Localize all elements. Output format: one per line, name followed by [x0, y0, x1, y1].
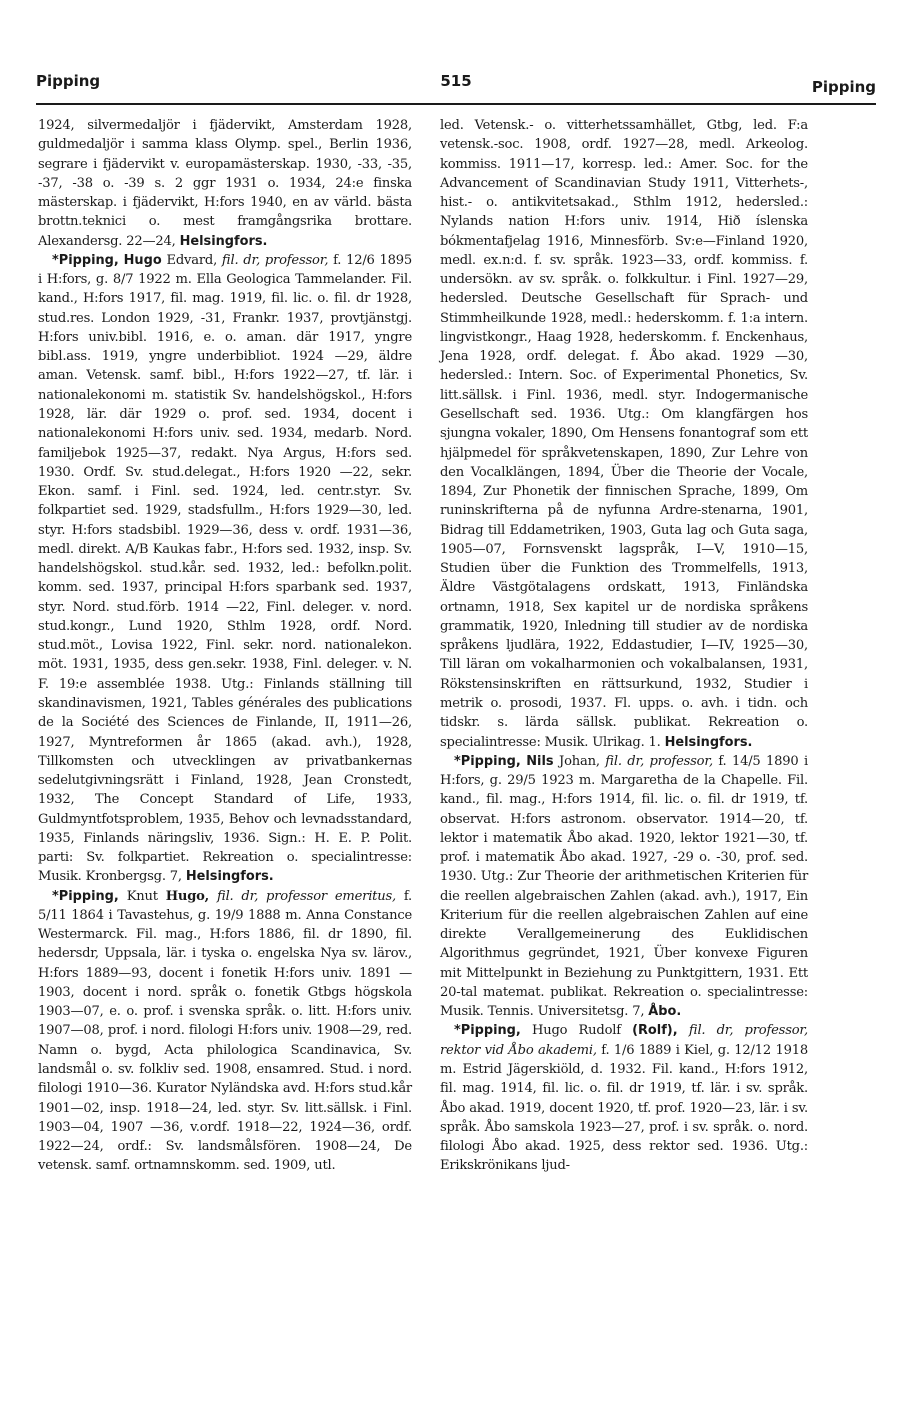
header-left-name: Pipping: [36, 72, 101, 90]
entry-continuation: [38, 116, 412, 251]
entry-surname: Pipping,: [460, 753, 521, 769]
header-right-name: Pipping: [811, 78, 876, 96]
entry-given: Edvard,: [166, 252, 218, 268]
entry-marker: *: [454, 753, 461, 769]
entry-marker: *: [454, 1023, 461, 1039]
entry-place: Helsingfors.: [185, 869, 274, 885]
entry-given: Hugo Rudolf: [532, 1023, 621, 1039]
entry-text: f. 5/11 1864 i Tavastehus, g. 19/9 1888 m. Anna Constance Westermarck. Fil. mag., H:fors 1886, fil. dr 1890, fil. hedersdr, Uppsala, lär. i tyska o. engelska Nya sv. lärov., H:fors 1889—93, docent i fonetik H:fors univ. 1891 —1903, docent i nord. språk o. fonetik Gtbgs högskola 1903—07, e. o. prof. i svenska språk. o. litt. H:fors univ. 1907—08, prof. i nord. filologi H:fors univ. 1908—29, red. Namn o. bygd, Acta philologica Scandinavica, Sv. landsmål o. sv. folkliv sed. 1908, ensamred. Stud. i nord. filologi 1910—36. Kurator Nyländska avd. H:fors stud.kår 1901—02, insp. 1918—24, led. styr. Sv. litt.sällsk. i Finl. 1903—04, 1907 —36, v.ordf. 1918—22, 1924—36, ordf. 1922—24, ordf.: Sv. landsmålsfören. 1908—24, De vetensk. samf. ortnamnskomm. sed. 1909, utl.: [38, 888, 413, 1174]
entry-text: led. Vetensk.- o. vitterhetssamhället, Gtbg, led. F:a vetensk.-soc. 1908, ordf. 1927—28, medl. Arkeolog. kommiss. 1911—17, korresp. led.: Amer. Soc. for the Advancement of Scandinavian Study 1911, Vitterhets-, hist.- o. antikvitetsakad., Sthlm 1912, hedersled.: Nylands nation H:fors univ. 1914, Hið íslenska bókmentafjelag 1916, Minnesförb. Sv:e—Finland 1920, medl. ex.n:d. f. sv. språk. 1923—33, ordf. kommiss. f. undersökn. av sv. språk. o. folkkultur. i Finl. 1927—29, hedersled. Deutsche Gesellschaft für Sprach- und Stimmheilkunde 1928, medl.: hederskomm. f. 1:a intern. lingvistkongr., Haag 1928, hederskomm. f. Enckenhaus, Jena 1928, ordf. delegat. f. Åbo akad. 1929 —30, hedersled.: Intern. Soc. of Experimental Phonetics, Sv. litt.sällsk. i Finl. 1936, medl. styr. Indogermanische Gesellschaft sed. 1936. Utg.: Om klangfärgen hos sjungna vokaler, 1890, Om Hensens fonantograf som ett hjälpmedel för språkvetenskapen, 1890, Zur Lehre von den Vocalklängen, 1894, Über die Theorie der Vocale, 1894, Zur Phonetik der finnischen Sprache, 1899, Om runinskrifterna på de nyfunna Ardre-stenarna, 1901, Bidrag till Eddametriken, 1903, Guta lag och Guta saga, 1905—07, Fornsvenskt lagspråk, I—V, 1910—15, Studien über die Funktion des Trommelfells, 1913, Äldre Västgötalagens ordskatt, 1913, Finländska ortnamn, 1918, Sex kapitel ur de nordiska språkens grammatik, 1920, Inledning till studier av de nordiska språkens ljudlära, 1922, Eddastudier, I—IV, 1925—30, Till läran om vokalharmonien och vokalbalansen, 1931, Rökstensinskriften en rättsurkund, 1932, Studier i metrik o. prosodi, 1937. Fl. upps. o. avh. i tidn. och tidskr. s. lärda sällsk. publikat. Rekreation o. specialintresse: Musik. Ulrikag. 1.: [440, 118, 808, 750]
entry-continuation: [440, 116, 808, 752]
entry-hugo-edvard: [38, 251, 412, 887]
entry-surname: Pipping,: [460, 1023, 521, 1039]
entry-title: fil. dr, professor, rektor vid Åbo akademi,: [440, 1023, 808, 1058]
left-column: [38, 116, 412, 1176]
entry-nils-johan: [440, 752, 808, 1022]
entry-given-bold: (Rolf),: [632, 1023, 678, 1039]
header-rule: [36, 103, 876, 105]
entry-place: Åbo.: [648, 1004, 682, 1020]
entry-given-bold: Hugo,: [165, 888, 210, 904]
entry-text: f. 14/5 1890 i H:fors, g. 29/5 1923 m. Margaretha de la Chapelle. Fil. kand., fil. mag., H:fors 1914, fil. lic. o. fil. dr 1919, tf. observat. H:fors astronom. observator. 1914—20, tf. lektor i matematik Åbo akad. 1920, lektor 1921—30, tf. prof. i matematik Åbo akad. 1927, -29 o. -30, prof. sed. 1930. Utg.: Zur Theorie der arithmetischen Kriterien für die reellen algebraischen Zahlen (akad. avh.), 1917, Ein Kriterium für die reellen algebraischen Zahlen auf eine direkte Verallgemeinerung des Euklidischen Algorithmus gegründet, 1921, Über konvexe Figuren mit Mittelpunkt in Beziehung zu Punktgittern, 1931. Ett 20-tal matemat. publikat. Rekreation o. specialintresse: Musik. Tennis. Universitetsg. 7,: [440, 753, 808, 1020]
entry-place: Helsingfors.: [664, 734, 753, 750]
entry-hugo-rudolf: [440, 1021, 808, 1175]
entry-text: f. 12/6 1895 i H:fors, g. 8/7 1922 m. Ella Geologica Tammelander. Fil. kand., H:fors 1917, fil. mag. 1919, fil. lic. o. fil. dr 1928, stud.res. London 1929, -31, Frankr. 1937, provtjänstgj. H:fors univ.bibl. 1916, e. o. aman. där 1917, yngre bibl.ass. 1919, yngre underbibliot. 1924 —29, äldre aman. Vetensk. samf. bibl., H:fors 1922—27, tf. lär. i nationalekonomi m. statistik Sv. handelshögskol., H:fors 1928, lär. där 1929 o. prof. sed. 1934, docent i nationalekonomi H:fors univ. sed. 1934, medarb. Nord. familjebok 1925—37, redakt. Nya Argus, H:fors sed. 1930. Ordf. Sv. stud.delegat., H:fors 1920 —22, sekr. Ekon. samf. i Finl. sed. 1924, led. centr.styr. Sv. folkpartiet sed. 1929, stadsfullm., H:fors 1929—30, led. styr. H:fors stadsbibl. 1929—36, dess v. ordf. 1931—36, medl. direkt. A/B Kaukas fabr., H:fors sed. 1932, insp. Sv. handelshögskol. stud.kår. sed. 1932, led.: befolkn.polit. komm. sed. 1937, principal H:fors sparbank sed. 1937, styr. Nord. stud.förb. 1914 —22, Finl. deleger. v. nord. stud.kongr., Lund 1920, Sthlm 1928, ordf. Nord. stud.möt., Lovisa 1922, Finl. sekr. nord. nationalekon. möt. 1931, 1935, dess gen.sekr. 1938, Finl. deleger. v. N. F. 19:e assemblée 1938. Utg.: Finlands ställning till skandinavismen, 1921, Tables générales des publications de la Société des Sciences de Finlande, II, 1911—26, 1927, Myntreformen år 1865 (akad. avh.), 1928, Tillkomsten och utvecklingen av privatbankernas sedelutgivningsrätt i Finland, 1928, Jean Cronstedt, 1932, The Concept Standard of Life, 1933, Guldmyntfotsproblem, 1935, Behov och levnadsstandard, 1935, Finlands näringsliv, 1936. Sign.: H. E. P. Polit. parti: Sv. folkpartiet. Rekreation o. specialintresse: Musik. Kronbergsg. 7,: [38, 252, 413, 885]
entry-title: fil. dr, professor,: [605, 753, 713, 769]
entry-text: f. 1/6 1889 i Kiel, g. 12/12 1918 m. Estrid Jägerskiöld, d. 1932. Fil. kand., H:fors 1912, fil. mag. 1914, fil. lic. o. fil. dr 1919, tf. lär. i sv. språk. Åbo akad. 1919, docent 1920, tf. prof. 1920—23, lär. i sv. språk. Åbo samskola 1923—27, prof. i sv. språk. o. nord. filologi Åbo akad. 1925, dess rektor sed. 1936. Utg.: Erikskrönikans ljud-: [440, 1042, 808, 1174]
running-header: [36, 72, 876, 98]
entry-given-bold: Hugo: [123, 252, 162, 268]
entry-surname: Pipping,: [58, 888, 119, 904]
entry-place: Helsingfors.: [179, 233, 268, 249]
entry-marker: *: [52, 252, 59, 268]
entry-given: Knut: [126, 888, 158, 904]
entry-given-bold: Nils: [526, 753, 554, 769]
entry-given: Johan,: [559, 753, 600, 769]
right-column: [440, 116, 808, 1176]
entry-title: fil. dr, professor emeritus,: [216, 888, 396, 904]
entry-title: fil. dr, professor,: [221, 252, 329, 268]
page-number: 515: [440, 72, 472, 90]
entry-text: 1924, silvermedaljör i fjädervikt, Amsterdam 1928, guldmedaljör i samma klass Olymp. spel., Berlin 1936, segrare i fjädervikt v. europamästerskap. 1930, -33, -35, -37, -38 o. -39 s. 2 ggr 1931 o. 1934, 24:e finska mästerskap. i fjädervikt, H:fors 1940, en av värld. bästa brottn.teknici o. mest framgångsrika brottare. Alexandersg. 22—24,: [38, 118, 412, 249]
entry-marker: *: [52, 888, 59, 904]
entry-surname: Pipping,: [58, 252, 119, 268]
entry-knut-hugo: [38, 887, 412, 1176]
